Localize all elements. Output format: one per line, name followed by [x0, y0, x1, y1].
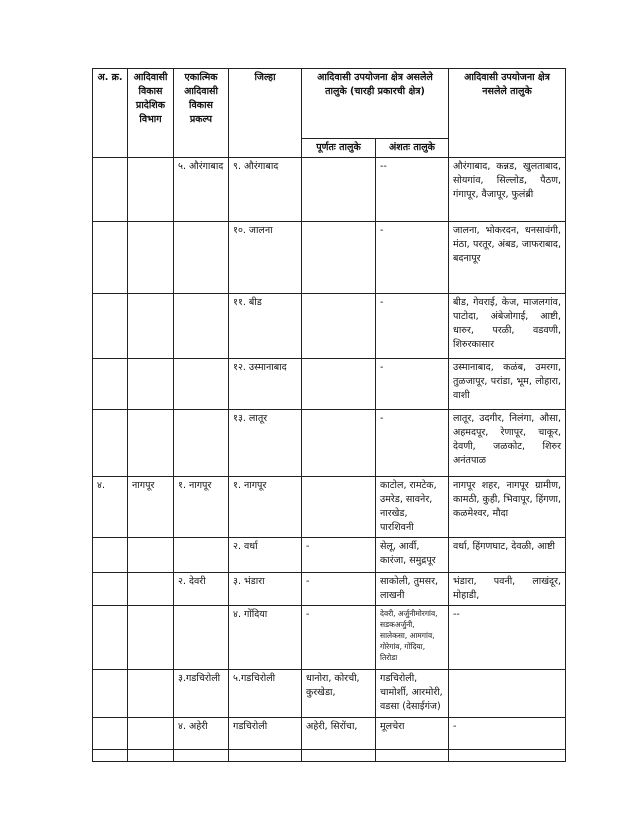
cell-full: - — [302, 538, 376, 573]
cell-project: १. नागपूर — [174, 477, 229, 538]
table-row — [93, 359, 566, 410]
cell-full — [302, 477, 376, 538]
cell-non-tsp: - — [449, 718, 566, 750]
table-row — [93, 718, 566, 750]
cell-full — [302, 359, 376, 410]
cell-partial: गडचिरोली, चामोर्शी, आरमोरी, वडसा (देसाईगंज) — [376, 670, 449, 718]
cell-non-tsp — [449, 750, 566, 762]
header-full-talukas: पूर्णतः तालुके — [302, 139, 376, 158]
cell-sr — [93, 670, 128, 718]
cell-project: ५. औरंगाबाद — [174, 158, 229, 222]
document-page — [92, 68, 565, 762]
cell-district: १३. लातूर — [229, 410, 302, 477]
cell-partial: -- — [376, 158, 449, 222]
cell-district: १२. उस्मानाबाद — [229, 359, 302, 410]
cell-sr — [93, 359, 128, 410]
cell-district: ११. बीड — [229, 294, 302, 359]
table-row — [93, 222, 566, 294]
cell-full — [302, 222, 376, 294]
cell-project — [174, 750, 229, 762]
cell-sr — [93, 294, 128, 359]
cell-non-tsp: भंडारा, पवनी, लाखंदूर, मोहाडी, — [449, 573, 566, 606]
cell-district: ५.गडचिरोली — [229, 670, 302, 718]
cell-full — [302, 294, 376, 359]
tribal-taluka-table — [92, 68, 566, 762]
cell-non-tsp — [449, 670, 566, 718]
cell-non-tsp: औरंगाबाद, कन्नड, खुलताबाद, सोयगांव, सिल्लोड, पैठण, गंगापूर, वैजापूर, फुलंब्री — [449, 158, 566, 222]
cell-district: ३. भंडारा — [229, 573, 302, 606]
cell-division — [128, 359, 174, 410]
table-row — [93, 477, 566, 538]
cell-division — [128, 538, 174, 573]
cell-full — [302, 158, 376, 222]
table-row — [93, 750, 566, 762]
cell-division — [128, 294, 174, 359]
cell-project — [174, 410, 229, 477]
cell-project — [174, 606, 229, 670]
cell-sr: ४. — [93, 477, 128, 538]
table-row — [93, 573, 566, 606]
cell-non-tsp: वर्धा, हिंगणघाट, देवळी, आष्टी — [449, 538, 566, 573]
cell-partial: - — [376, 294, 449, 359]
cell-partial: - — [376, 359, 449, 410]
cell-district: ४. गोंदिया — [229, 606, 302, 670]
cell-partial — [376, 750, 449, 762]
header-partial-talukas: अंशतः तालुके — [376, 139, 449, 158]
cell-sr — [93, 750, 128, 762]
table-row — [93, 670, 566, 718]
table-row — [93, 410, 566, 477]
cell-division — [128, 750, 174, 762]
cell-sr — [93, 158, 128, 222]
cell-district: १. नागपूर — [229, 477, 302, 538]
cell-non-tsp: जालना, भोकरदन, धनसावंगी, मंठा, परतूर, अंबड, जाफराबाद, बदनापूर — [449, 222, 566, 294]
header-project: एकात्मिक आदिवासी विकास प्रकल्प — [174, 69, 229, 158]
cell-project — [174, 359, 229, 410]
cell-non-tsp: उस्मानाबाद, कळंब, उमरगा, तुळजापूर, परांडा, भूम, लोहारा, वाशी — [449, 359, 566, 410]
cell-district: १०. जालना — [229, 222, 302, 294]
cell-project — [174, 538, 229, 573]
table-row — [93, 158, 566, 222]
header-district: जिल्हा — [229, 69, 302, 158]
cell-district: गडचिरोली — [229, 718, 302, 750]
cell-full: धानोरा, कोरची, कुरखेडा, — [302, 670, 376, 718]
cell-partial: - — [376, 410, 449, 477]
cell-non-tsp: -- — [449, 606, 566, 670]
table-row — [93, 606, 566, 670]
cell-division — [128, 158, 174, 222]
cell-division — [128, 573, 174, 606]
cell-partial: - — [376, 222, 449, 294]
cell-non-tsp: नागपूर शहर, नागपूर ग्रामीण, कामठी, कुही, भिवापूर, हिंगणा, कळमेश्वर, मौदा — [449, 477, 566, 538]
cell-division — [128, 410, 174, 477]
cell-full: - — [302, 573, 376, 606]
cell-non-tsp: बीड, गेवराई, केज, माजलगांव, पाटोदा, अंबेजोगाई, आष्टी, धारुर, परळी, वडवणी, शिरुरकासार — [449, 294, 566, 359]
cell-full: अहेरी, सिरोंचा, — [302, 718, 376, 750]
header-division: आदिवासी विकास प्रादेशिक विभाग — [128, 69, 174, 158]
cell-sr — [93, 718, 128, 750]
cell-partial: सेलू, आर्वी, कारंजा, समुद्रपूर — [376, 538, 449, 573]
cell-project: ४. अहेरी — [174, 718, 229, 750]
cell-non-tsp: लातूर, उदगीर, निलंगा, औसा, अहमदपूर, रेणापूर, चाकूर, देवणी, जळकोट, शिरुर अनंतपाळ — [449, 410, 566, 477]
cell-partial: काटोल, रामटेक, उमरेड, सावनेर, नारखेड, पारशिवनी — [376, 477, 449, 538]
cell-division: नागपूर — [128, 477, 174, 538]
cell-partial: साकोली, तुमसर, लाखनी — [376, 573, 449, 606]
cell-project — [174, 222, 229, 294]
cell-sr — [93, 222, 128, 294]
cell-sr — [93, 538, 128, 573]
cell-full — [302, 410, 376, 477]
cell-partial: मूलचेरा — [376, 718, 449, 750]
cell-district: ९. औरंगाबाद — [229, 158, 302, 222]
header-sr-no: अ. क्र. — [93, 69, 128, 158]
cell-division — [128, 606, 174, 670]
cell-project — [174, 294, 229, 359]
cell-sr — [93, 410, 128, 477]
cell-full: - — [302, 606, 376, 670]
cell-division — [128, 718, 174, 750]
header-non-tsp-talukas: आदिवासी उपयोजना क्षेत्र नसलेले तालुके — [449, 69, 566, 158]
table-row — [93, 538, 566, 573]
header-tsp-talukas: आदिवासी उपयोजना क्षेत्र असलेले तालुके (चारही प्रकारची क्षेत्र) — [302, 69, 449, 139]
cell-project: २. देवरी — [174, 573, 229, 606]
cell-district: २. वर्धा — [229, 538, 302, 573]
cell-division — [128, 670, 174, 718]
table-row — [93, 294, 566, 359]
cell-district — [229, 750, 302, 762]
cell-project: ३.गडचिरोली — [174, 670, 229, 718]
cell-full — [302, 750, 376, 762]
cell-sr — [93, 573, 128, 606]
cell-division — [128, 222, 174, 294]
cell-sr — [93, 606, 128, 670]
cell-partial: देवरी, अर्जुनीमोरगांव, सडकअर्जुनी, सालेकसा, आमगांव, गोरेगांव, गोंदिया, तिरोडा — [376, 606, 449, 670]
